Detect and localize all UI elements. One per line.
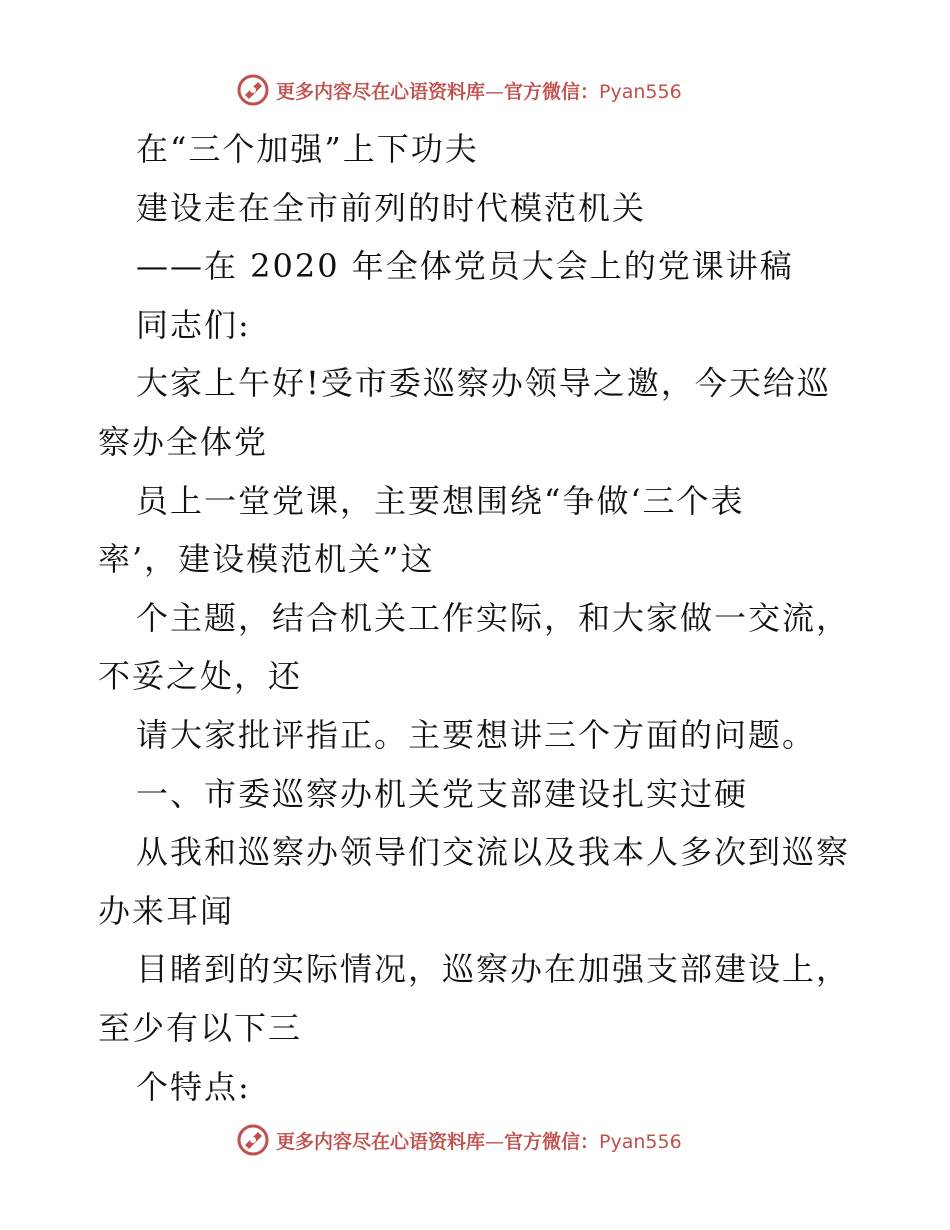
text-line: 至少有以下三: [98, 1008, 303, 1047]
text-line: 办来耳闻: [98, 891, 235, 930]
text-line: 察办全体党: [98, 422, 269, 461]
watermark-text: [276, 77, 682, 104]
watermark-separator: —: [485, 1130, 505, 1153]
text-line: 员上一堂党课，主要想围绕“争做‘三个表: [136, 481, 745, 520]
seal-logo-icon: [236, 73, 270, 107]
watermark-header: [236, 70, 716, 110]
text-line: 个特点:: [136, 1067, 251, 1106]
text-line: 同志们:: [136, 305, 251, 344]
watermark-footer: [236, 1120, 716, 1160]
text-line: 请大家批评指正。主要想讲三个方面的问题。: [136, 715, 817, 754]
text-line: 从我和巡察办领导们交流以及我本人多次到巡察: [136, 833, 851, 872]
text-line: 率’，建设模范机关”这: [98, 540, 435, 579]
watermark-text: [276, 1127, 682, 1154]
text-line: 不妥之处，还: [98, 657, 303, 696]
watermark-suffix: 官方微信：: [504, 1130, 600, 1153]
text-line: ——在 2020 年全体党员大会上的党课讲稿: [136, 247, 794, 286]
text-line: 在“三个加强”上下功夫: [136, 130, 479, 168]
text-line: 建设走在全市前列的时代模范机关: [136, 188, 647, 227]
text-line: 个主题，结合机关工作实际，和大家做一交流，: [136, 598, 851, 637]
text-line: 大家上午好!受市委巡察办领导之邀，今天给巡: [136, 364, 831, 403]
watermark-wechat-id: Pyan556: [599, 1130, 682, 1153]
watermark-site: 更多内容尽在心语资料库: [276, 80, 486, 103]
watermark-wechat-id: Pyan556: [599, 80, 682, 103]
seal-logo-icon: [236, 1123, 270, 1157]
text-line: 一、市委巡察办机关党支部建设扎实过硬: [136, 774, 749, 813]
watermark-separator: —: [485, 80, 505, 103]
text-line: 目睹到的实际情况，巡察办在加强支部建设上，: [136, 950, 851, 989]
document-body: [98, 120, 858, 1116]
watermark-site: 更多内容尽在心语资料库: [276, 1130, 486, 1153]
watermark-suffix: 官方微信：: [504, 80, 600, 103]
